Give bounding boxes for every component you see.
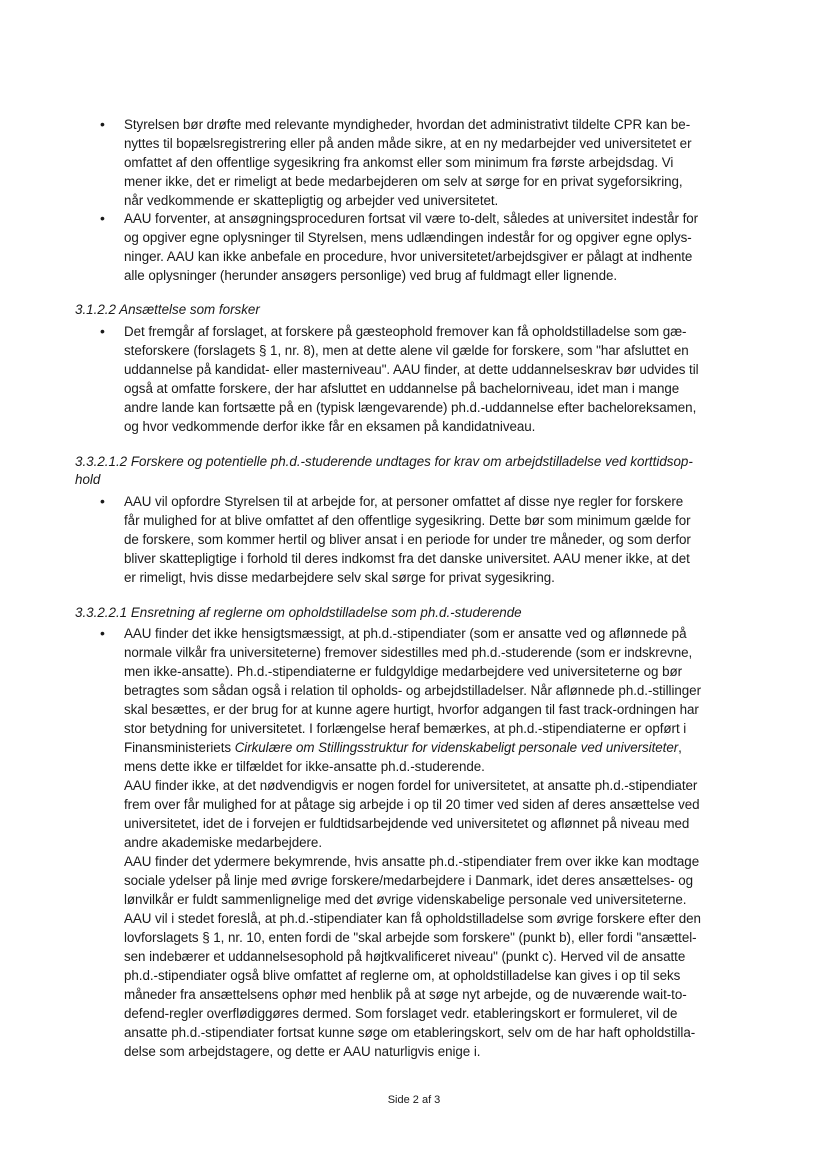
text-line: alle oplysninger (herunder ansøgers personlige) ved brug af fuldmagt eller lignende. <box>124 268 618 283</box>
text-line: lovforslagets § 1, nr. 10, enten fordi de "skal arbejde som forskere" (punkt b), eller fordi "ansættel- <box>124 930 697 945</box>
bullet-marker: • <box>100 625 105 641</box>
text-line: AAU vil i stedet foreslå, at ph.d.-stipendiater kan få opholdstilladelse som øvrige forskere efter den <box>124 911 701 926</box>
text-line: lønvilkår er fuldt sammenlignelige med det øvrige videnskabelige personale ved universiteterne. <box>124 892 687 907</box>
text-line: men ikke-ansatte). Ph.d.-stipendiaterne er fuldgyldige medarbejdere ved universiteterne og bør <box>124 664 683 679</box>
text-line: sen indebærer et uddannelsesophold på højtkvalificeret niveau" (punkt c). Herved vil de ansatte <box>124 949 686 964</box>
section-heading: 3.1.2.2 Ansættelse som forsker <box>75 302 260 317</box>
bullet-marker: • <box>100 116 105 132</box>
text-line: frem over får mulighed for at påtage sig arbejde i op til 20 timer ved siden af deres ansættelse ved <box>124 797 700 812</box>
text-line: og opgiver egne oplysninger til Styrelsen, mens udlændingen indestår for og opgiver egne oplys- <box>124 230 692 245</box>
text-line: nyttes til bopælsregistrering eller på anden måde sikre, at en ny medarbejder ved universitetet er <box>124 136 692 151</box>
text-line: uddannelse på kandidat- eller masterniveau". AAU finder, at dette uddannelseskrav bør udvides til <box>124 362 699 377</box>
section-heading: 3.3.2.1.2 Forskere og potentielle ph.d.-studerende undtages for krav om arbejdstilladelse ved korttidsop- <box>75 454 693 469</box>
circular-title: Cirkulære om Stillingsstruktur for videnskabeligt personale ved universiteter <box>234 740 679 755</box>
text-line: normale vilkår fra universiteterne) fremover sidestilles med ph.d.-studerende (som er indskrevne, <box>124 645 693 660</box>
text-line: defend-regler overflødiggøres dermed. Som forslaget vedr. etableringskort er formuleret, vil de <box>124 1006 678 1021</box>
bullet-marker: • <box>100 210 105 226</box>
text-line: mens dette ikke er tilfældet for ikke-ansatte ph.d.-studerende. <box>124 759 485 774</box>
text-line: AAU finder det ydermere bekymrende, hvis ansatte ph.d.-stipendiater frem over ikke kan modtage <box>124 854 700 869</box>
text-line: AAU finder det ikke hensigtsmæssigt, at ph.d.-stipendiater (som er ansatte ved og aflønnede på <box>124 626 687 641</box>
text-line: er rimeligt, hvis disse medarbejdere selv skal sørge for privat sygesikring. <box>124 570 555 585</box>
section-heading: 3.3.2.2.1 Ensretning af reglerne om opholdstilladelse som ph.d.-studerende <box>75 605 522 620</box>
text-line: når vedkommende er skattepligtig og arbejder ved universitetet. <box>124 193 499 208</box>
page-number: Side 2 af 3 <box>387 1094 441 1106</box>
text-fragment: Finansministeriets <box>124 740 235 755</box>
text-line: stor betydning for universitetet. I forlængelse heraf bemærkes, at ph.d.-stipendiaterne er opført i <box>124 721 687 736</box>
text-line: også at omfatte forskere, der har afsluttet en uddannelse på bachelorniveau, idet man i mange <box>124 381 680 396</box>
bullet-marker: • <box>100 323 105 339</box>
text-line: steforskere (forslagets § 1, nr. 8), men at dette alene vil gælde for forskere, som "har afsluttet en <box>124 343 689 358</box>
text-line: ninger. AAU kan ikke anbefale en procedure, hvor universitetet/arbejdsgiver er pålagt at indhente <box>124 249 693 264</box>
text-line: måneder fra ansættelsens ophør med henblik på at søge nyt arbejde, og de nuværende wait-to- <box>124 987 687 1002</box>
text-line: Styrelsen bør drøfte med relevante myndigheder, hvordan det administrativt tildelte CPR kan be- <box>124 117 691 132</box>
text-line: andre akademiske medarbejdere. <box>124 835 322 850</box>
text-line: AAU finder ikke, at det nødvendigvis er nogen fordel for universitetet, at ansatte ph.d.-stipendiater <box>124 778 698 793</box>
text-line: skal besættes, er der brug for at kunne agere hurtigt, hvorfor adgangen til fast track-ordningen har <box>124 702 699 717</box>
text-line <box>124 740 682 755</box>
bullet-marker: • <box>100 493 105 509</box>
text-line: får mulighed for at blive omfattet af den offentlige sygesikring. Dette bør som minimum gælde for <box>124 513 691 528</box>
text-line: betragtes som sådan også i relation til opholds- og arbejdstilladelser. Når aflønnede ph.d.-stillinger <box>124 683 701 698</box>
text-line: omfattet af den offentlige sygesikring fra ankomst eller som minimum fra første arbejdsdag. Vi <box>124 155 674 170</box>
text-line: Det fremgår af forslaget, at forskere på gæsteophold fremover kan få opholdstilladelse som gæ- <box>124 324 687 339</box>
text-line: AAU forventer, at ansøgningsproceduren fortsat vil være to-delt, således at universitet indestår for <box>124 211 699 226</box>
text-line: universitetet, idet de i forvejen er fuldtidsarbejdende ved universitetet og aflønnet på niveau med <box>124 816 690 831</box>
text-line: bliver skattepligtige i forhold til deres indkomst fra det danske universitet. AAU mener ikke, at det <box>124 551 690 566</box>
text-line: andre lande kan fortsætte på en (typisk længevarende) ph.d.-uddannelse efter bacheloreksamen, <box>124 400 697 415</box>
text-line: ph.d.-stipendiater også blive omfattet af reglerne om, at opholdstilladelse kan gives i op til seks <box>124 968 681 983</box>
text-line: de forskere, som kommer hertil og bliver ansat i en periode for under tre måneder, og som derfor <box>124 532 691 547</box>
text-line: ansatte ph.d.-stipendiater fortsat kunne søge om etableringskort, selv om de har haft opholdstilla- <box>124 1025 696 1040</box>
section-heading-continued: hold <box>75 472 101 487</box>
text-line: AAU vil opfordre Styrelsen til at arbejde for, at personer omfattet af disse nye regler for forskere <box>124 494 684 509</box>
text-line: delse som arbejdstagere, og dette er AAU naturligvis enige i. <box>124 1044 481 1059</box>
text-fragment: , <box>678 740 682 755</box>
text-line: og hvor vedkommende derfor ikke får en eksamen på kandidatniveau. <box>124 419 536 434</box>
text-line: sociale ydelser på linje med øvrige forskere/medarbejdere i Danmark, idet deres ansættelses- og <box>124 873 694 888</box>
text-line: mener ikke, det er rimeligt at bede medarbejderen om selv at sørge for en privat sygeforsikring, <box>124 174 683 189</box>
